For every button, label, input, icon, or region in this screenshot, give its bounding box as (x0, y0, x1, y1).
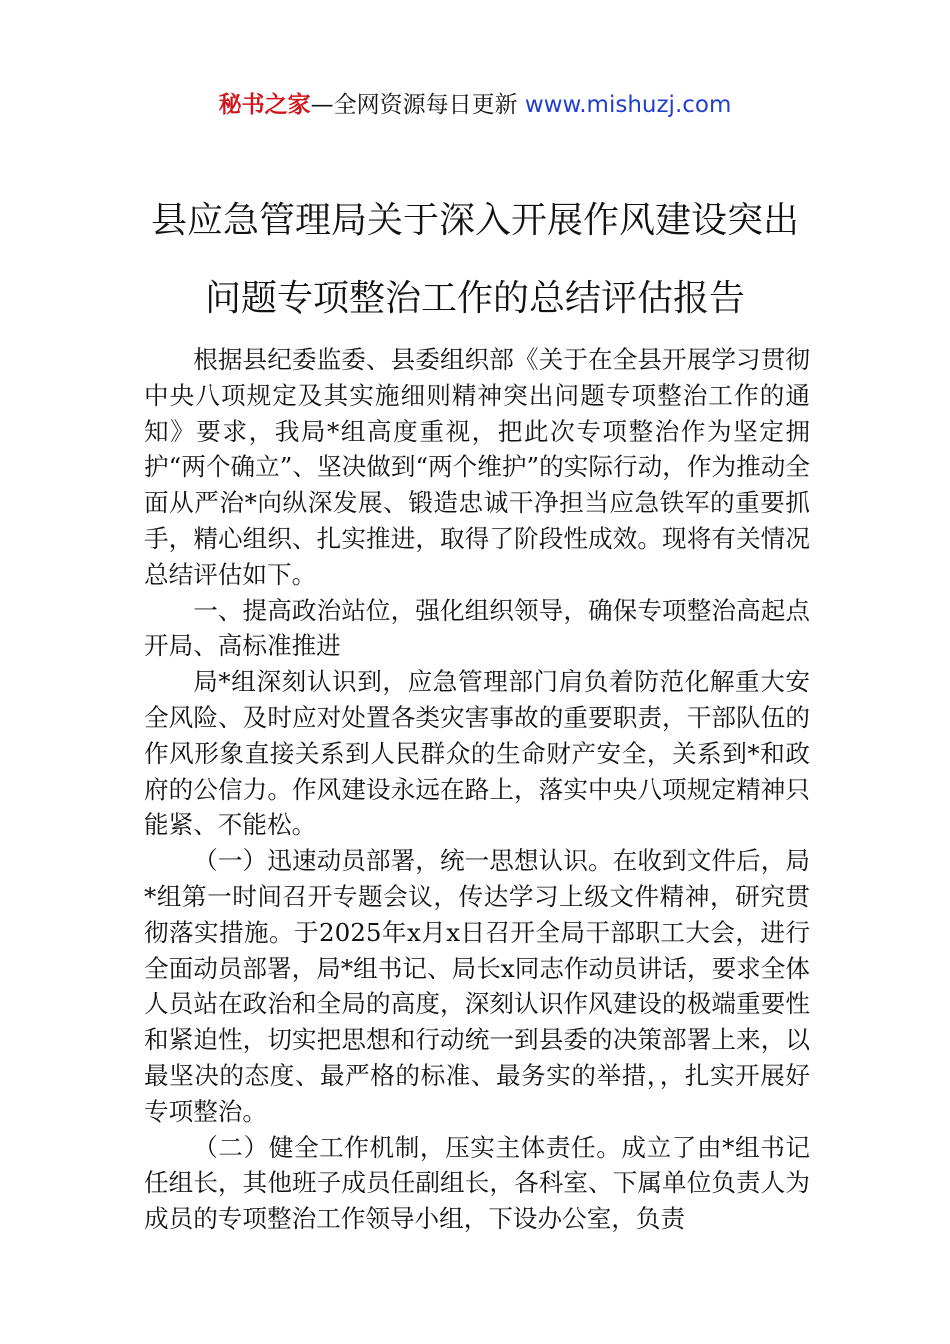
document-body (144, 342, 810, 1237)
document-title (0, 182, 950, 338)
title-line-1: 县应急管理局关于深入开展作风建设突出 (150, 200, 799, 241)
paragraph-mobilization: （一）迅速动员部署，统一思想认识。在收到文件后，局*组第一时间召开专题会议，传达学习上级文件精神，研究贯彻落实措施。于2025年x月x日召开全局干部职工大会，进行全面动员部署，局*组书记、局长x同志作动员讲话，要求全体人员站在政治和全局的高度，深刻认识作风建设的极端重要性和紧迫性，切实把思想和行动统一到县委的决策部署上来，以最坚决的态度、最严格的标准、最务实的举措，，扎实开展好专项整治。 (144, 846, 810, 1126)
site-banner (0, 88, 950, 122)
site-brand: 秘书之家 (218, 92, 311, 118)
site-slogan: —全网资源每日更新 (310, 92, 525, 118)
paragraph-awareness: 局*组深刻认识到，应急管理部门肩负着防范化解重大安全风险、及时应对处置各类灾害事故的重要职责，干部队伍的作风形象直接关系到人民群众的生命财产安全，关系到*和政府的公信力。作风建设永远在路上，落实中央八项规定精神只能紧、不能松。 (144, 667, 810, 840)
paragraph-mechanism: （二）健全工作机制，压实主体责任。成立了由*组书记任组长，其他班子成员任副组长，各科室、下属单位负责人为成员的专项整治工作领导小组，下设办公室，负责 (144, 1132, 810, 1234)
paragraph-intro: 根据县纪委监委、县委组织部《关于在全县开展学习贯彻中央八项规定及其实施细则精神突出问题专项整治工作的通知》要求，我局*组高度重视，把此次专项整治作为坚定拥护“两个确立”、坚决做到“两个维护”的实际行动，作为推动全面从严治*向纵深发展、锻造忠诚干净担当应急铁军的重要抓手，精心组织、扎实推进，取得了阶段性成效。现将有关情况总结评估如下。 (144, 345, 810, 589)
site-url-link[interactable]: www.mishuzj.com (524, 92, 732, 118)
section-heading-1: 一、提高政治站位，强化组织领导，确保专项整治高起点开局、高标准推进 (144, 595, 810, 661)
title-line-2: 问题专项整治工作的总结评估报告 (204, 278, 745, 319)
